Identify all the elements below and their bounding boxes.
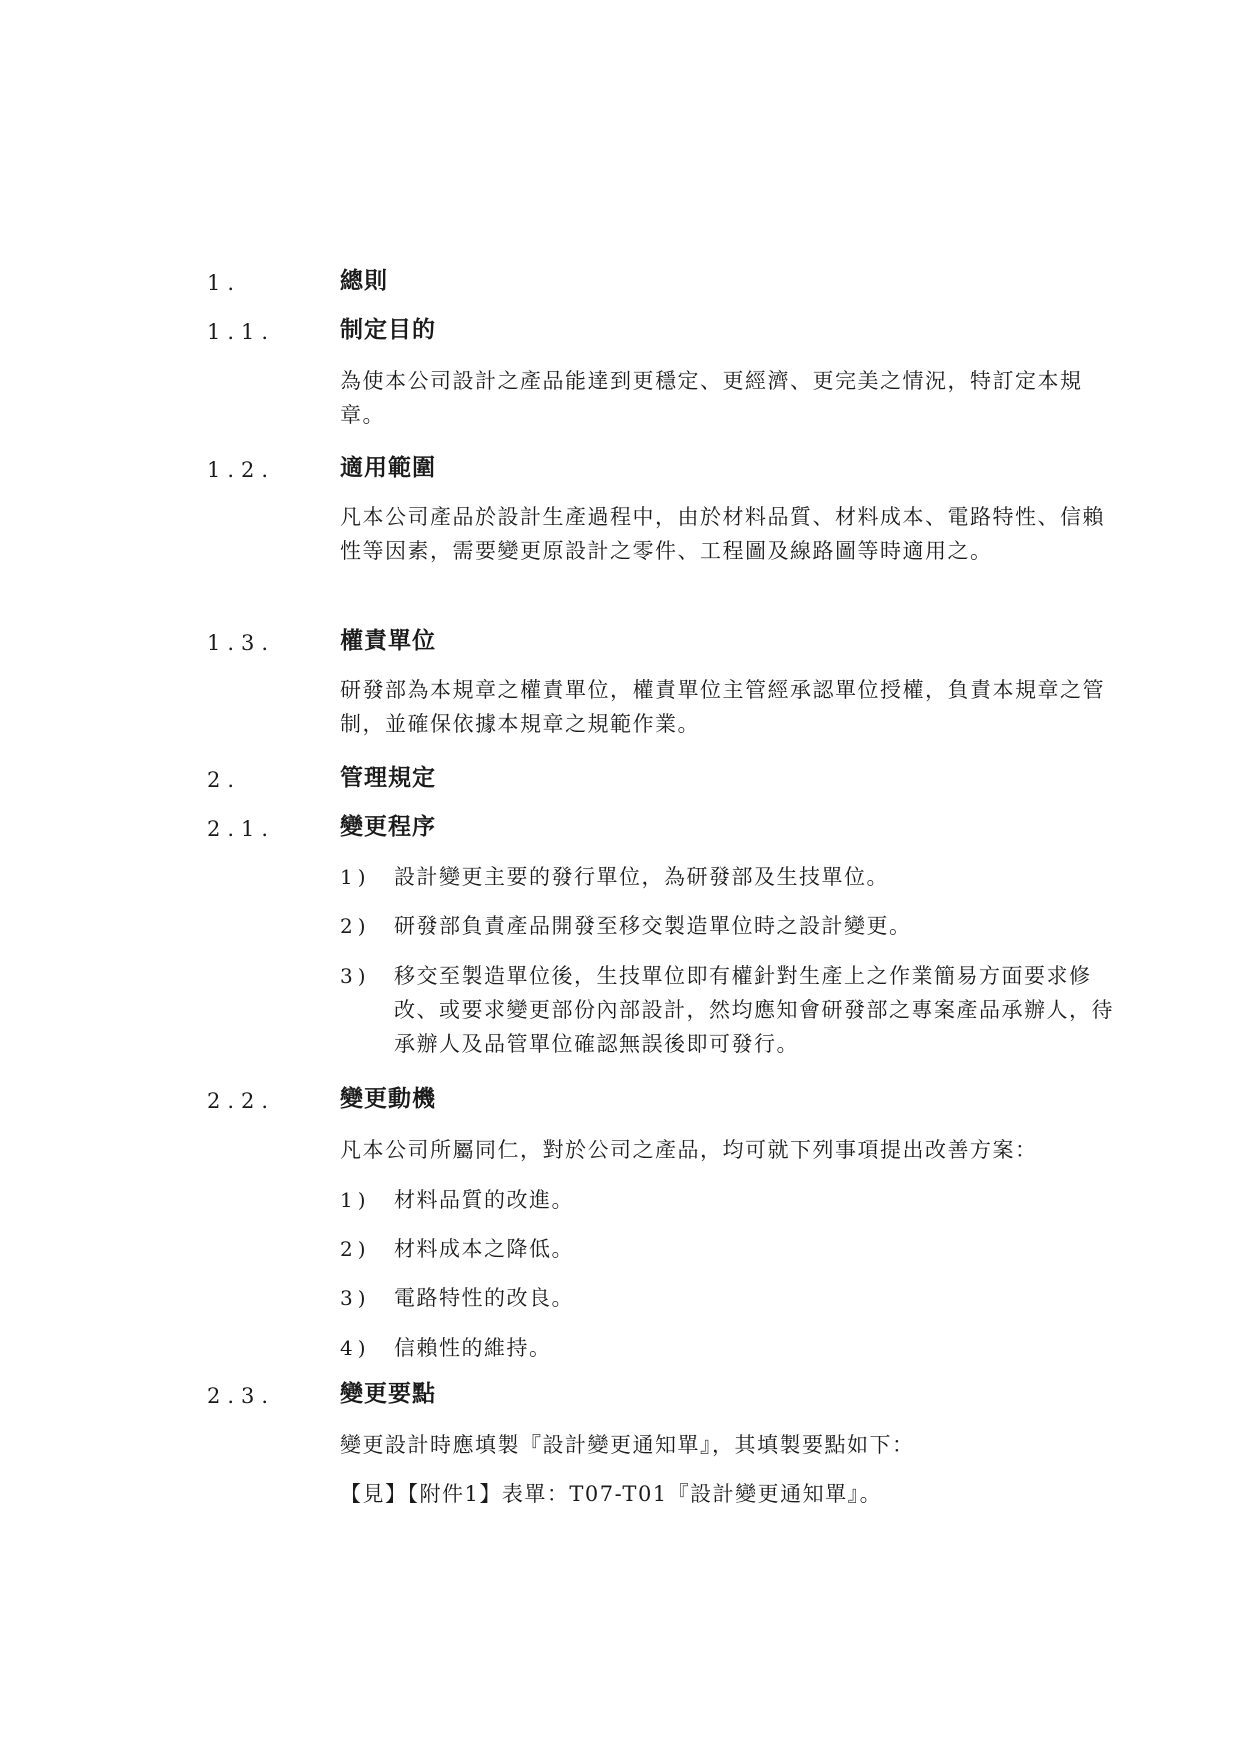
section-heading: 管理規定 <box>340 765 436 791</box>
list-item-number: 1) <box>340 865 371 889</box>
section-heading: 適用範圍 <box>340 455 436 481</box>
section-number: 1.3. <box>207 631 276 655</box>
list-item: 材料品質的改進。 <box>394 1188 574 1212</box>
section-number: 1.1. <box>207 320 276 344</box>
list-item-number: 4) <box>340 1336 371 1360</box>
section-number: 2.3. <box>207 1384 276 1408</box>
section-number: 2. <box>207 768 242 792</box>
section-paragraph: 凡本公司產品於設計生產過程中，由於材料品質、材料成本、電路特性、信賴性等因素，需要變更原設計之零件、工程圖及線路圖等時適用之。 <box>340 505 1105 563</box>
list-item: 移交至製造單位後，生技單位即有權針對生產上之作業簡易方面要求修改、或要求變更部份內部設計，然均應知會研發部之專案產品承辦人，待承辦人及品管單位確認無誤後即可發行。 <box>394 964 1114 1056</box>
list-item-number: 1) <box>340 1188 371 1212</box>
section-heading: 變更程序 <box>340 814 436 840</box>
list-item-number: 3) <box>340 1286 371 1310</box>
list-item: 信賴性的維持。 <box>394 1336 552 1360</box>
section-number: 1. <box>207 271 242 295</box>
section-heading: 變更動機 <box>340 1086 436 1112</box>
section-paragraph: 研發部為本規章之權責單位，權責單位主管經承認單位授權，負責本規章之管制，並確保依據本規章之規範作業。 <box>340 678 1105 736</box>
section-number: 1.2. <box>207 458 276 482</box>
list-item: 設計變更主要的發行單位，為研發部及生技單位。 <box>394 865 889 889</box>
section-heading: 制定目的 <box>340 317 436 343</box>
section-heading: 權責單位 <box>340 628 436 654</box>
list-item-number: 2) <box>340 1237 371 1261</box>
section-number: 2.1. <box>207 817 276 841</box>
list-item-number: 2) <box>340 914 371 938</box>
attachment-reference: 【見】【附件1】表單：T07-T01『設計變更通知單』。 <box>340 1482 883 1506</box>
section-paragraph: 凡本公司所屬同仁，對於公司之產品，均可就下列事項提出改善方案： <box>340 1138 1038 1162</box>
section-number: 2.2. <box>207 1089 276 1113</box>
list-item: 研發部負責產品開發至移交製造單位時之設計變更。 <box>394 914 912 938</box>
section-paragraph: 為使本公司設計之產品能達到更穩定、更經濟、更完美之情況，特訂定本規章。 <box>340 369 1083 427</box>
section-heading: 變更要點 <box>340 1381 436 1407</box>
list-item-number: 3) <box>340 964 371 988</box>
section-paragraph: 變更設計時應填製『設計變更通知單』，其填製要點如下： <box>340 1433 915 1457</box>
section-heading: 總則 <box>340 268 388 294</box>
list-item: 材料成本之降低。 <box>394 1237 574 1261</box>
list-item: 電路特性的改良。 <box>394 1286 574 1310</box>
